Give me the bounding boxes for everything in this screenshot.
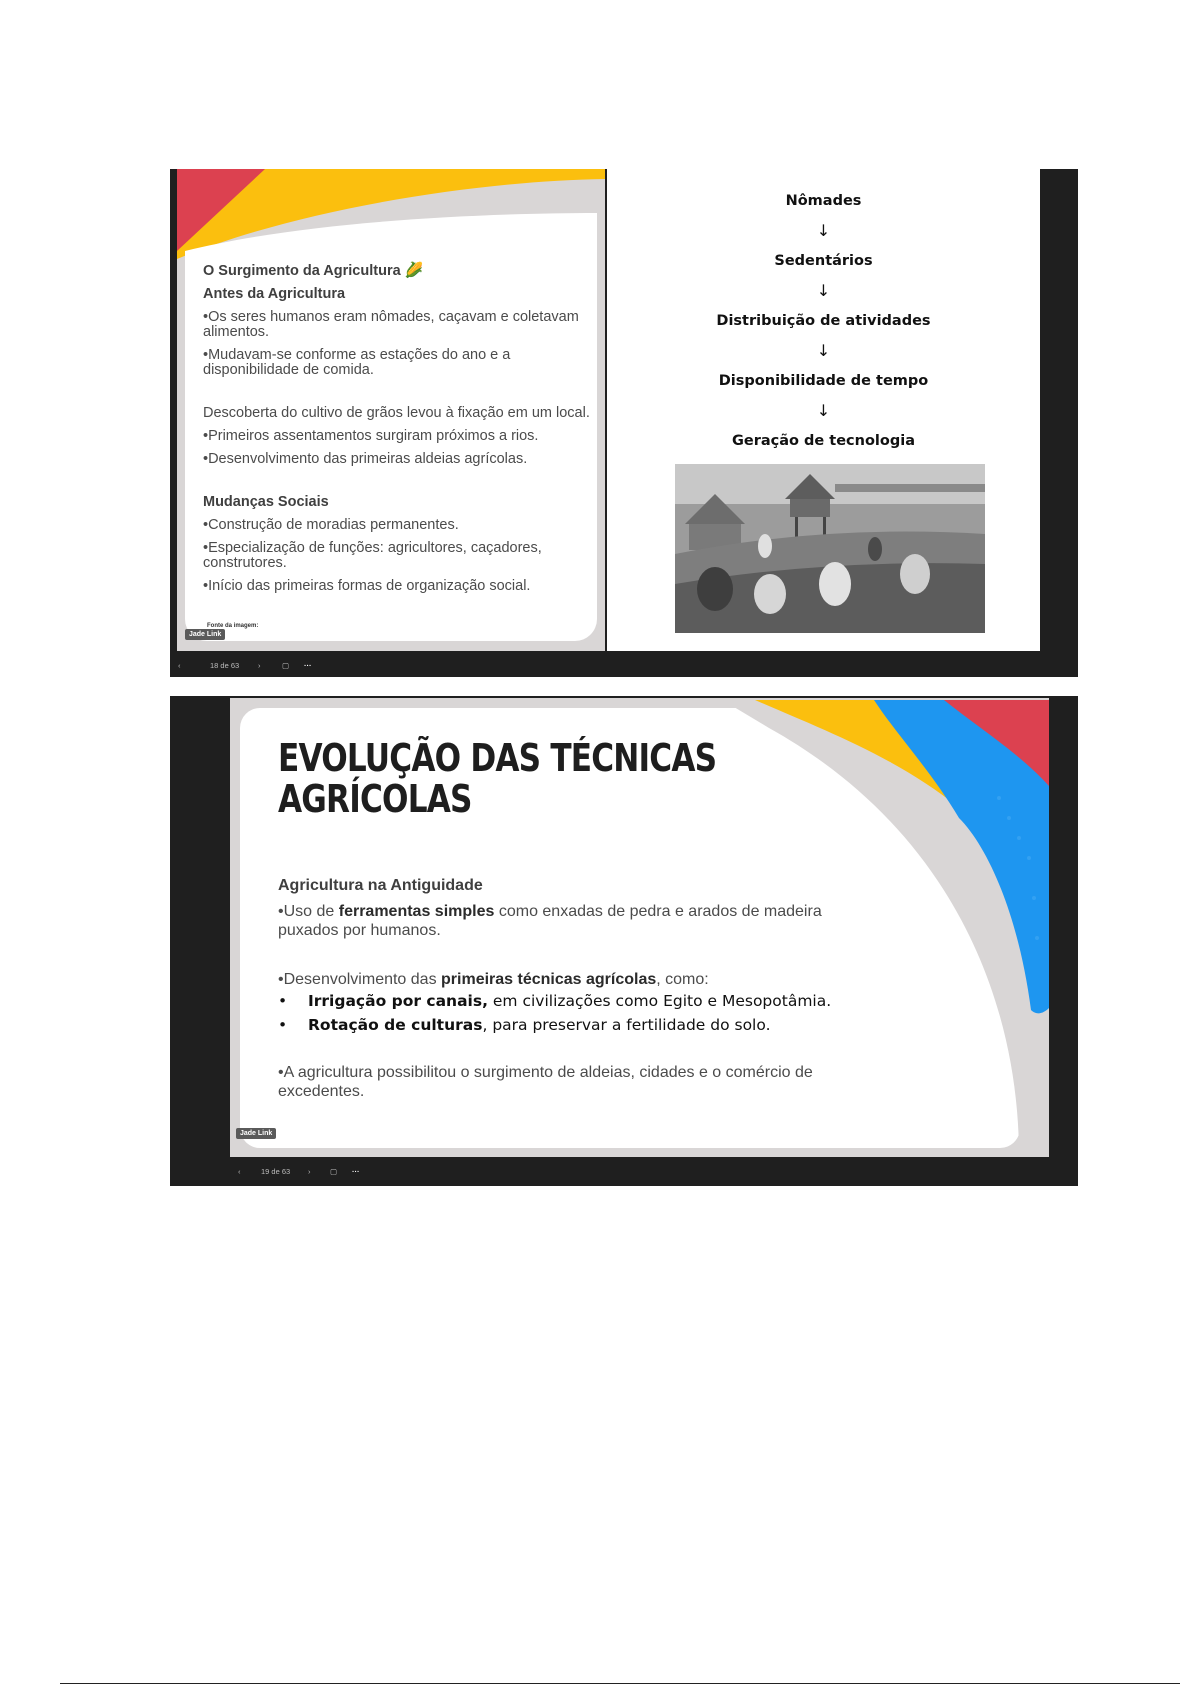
- prev-slide-icon[interactable]: ‹: [238, 1167, 241, 1176]
- paragraph: •Desenvolvimento das primeiras técnicas agrícolas, como:: [278, 971, 709, 988]
- slide-title: [278, 738, 716, 820]
- list-item: •Os seres humanos eram nômades, caçavam e coletavam alimentos.: [203, 309, 579, 340]
- list-item: •Primeiros assentamentos surgiram próximos a rios.: [203, 428, 539, 444]
- slide-nav-bar: [170, 653, 1078, 677]
- list-item: •Mudavam-se conforme as estações do ano e a disponibilidade de comida.: [203, 347, 511, 378]
- section-title: Agricultura na Antiguidade: [278, 877, 483, 894]
- list-item: •Especialização de funções: agricultores, caçadores, construtores.: [203, 540, 542, 571]
- slide-19-body: [278, 876, 878, 1101]
- copy-icon[interactable]: ▢: [330, 1167, 338, 1176]
- flow-step: Distribuição de atividades: [716, 313, 931, 329]
- page-counter: 19 de 63: [261, 1167, 291, 1176]
- title-line: AGRÍCOLAS: [278, 777, 472, 821]
- image-source-label: Fonte da imagem:: [207, 623, 259, 629]
- author-tag: Jade Link: [185, 629, 225, 640]
- paragraph: •Uso de ferramentas simples como enxadas de pedra e arados de madeira puxados por humanos.: [278, 903, 822, 939]
- slide-18-text-panel: [177, 169, 605, 651]
- flow-step: Geração de tecnologia: [731, 433, 916, 449]
- flow-step: Sedentários: [774, 253, 873, 269]
- flow-step: Disponibilidade de tempo: [718, 373, 929, 389]
- arrow-down-icon: ↓: [816, 221, 831, 240]
- slide-18-body: [203, 263, 593, 594]
- section-title: Mudanças Sociais: [203, 494, 329, 510]
- farming-illustration: [675, 464, 985, 633]
- slide-viewer-2: [170, 696, 1078, 1186]
- slide-nav-bar: [230, 1162, 930, 1184]
- section-title: Descoberta do cultivo de grãos levou à fixação em um local.: [203, 405, 590, 421]
- title-line: EVOLUÇÃO DAS TÉCNICAS: [278, 736, 717, 780]
- slide-heading: O Surgimento da Agricultura 🌽: [203, 262, 424, 279]
- flow-panel: [607, 169, 1040, 651]
- corn-icon: 🌽: [404, 262, 424, 279]
- sub-item: • Rotação de culturas, para preservar a fertilidade do solo.: [278, 1016, 771, 1034]
- slide-19: [230, 698, 1049, 1157]
- list-item: •Desenvolvimento das primeiras aldeias agrícolas.: [203, 451, 528, 467]
- arrow-down-icon: ↓: [816, 401, 831, 420]
- author-tag: Jade Link: [236, 1128, 276, 1139]
- paragraph: •A agricultura possibilitou o surgimento de aldeias, cidades e o comércio de excedentes.: [278, 1064, 813, 1100]
- page-bottom-rule: [60, 1683, 1180, 1684]
- more-options-icon[interactable]: ···: [304, 661, 312, 670]
- section-title: Antes da Agricultura: [203, 286, 346, 302]
- next-slide-icon[interactable]: ›: [308, 1167, 311, 1176]
- slide-viewer-1: [170, 169, 1078, 677]
- prev-slide-icon[interactable]: ‹: [178, 661, 181, 670]
- flow-diagram: [607, 191, 1040, 451]
- arrow-down-icon: ↓: [816, 341, 831, 360]
- more-options-icon[interactable]: ···: [352, 1167, 360, 1176]
- list-item: •Início das primeiras formas de organização social.: [203, 578, 531, 594]
- next-slide-icon[interactable]: ›: [258, 661, 261, 670]
- flow-step: Nômades: [785, 193, 862, 209]
- arrow-down-icon: ↓: [816, 281, 831, 300]
- list-item: •Construção de moradias permanentes.: [203, 517, 459, 533]
- illustration-drawing: [675, 464, 985, 633]
- copy-icon[interactable]: ▢: [282, 661, 290, 670]
- sub-item: • Irrigação por canais, em civilizações como Egito e Mesopotâmia.: [278, 992, 832, 1010]
- page-counter: 18 de 63: [210, 661, 240, 670]
